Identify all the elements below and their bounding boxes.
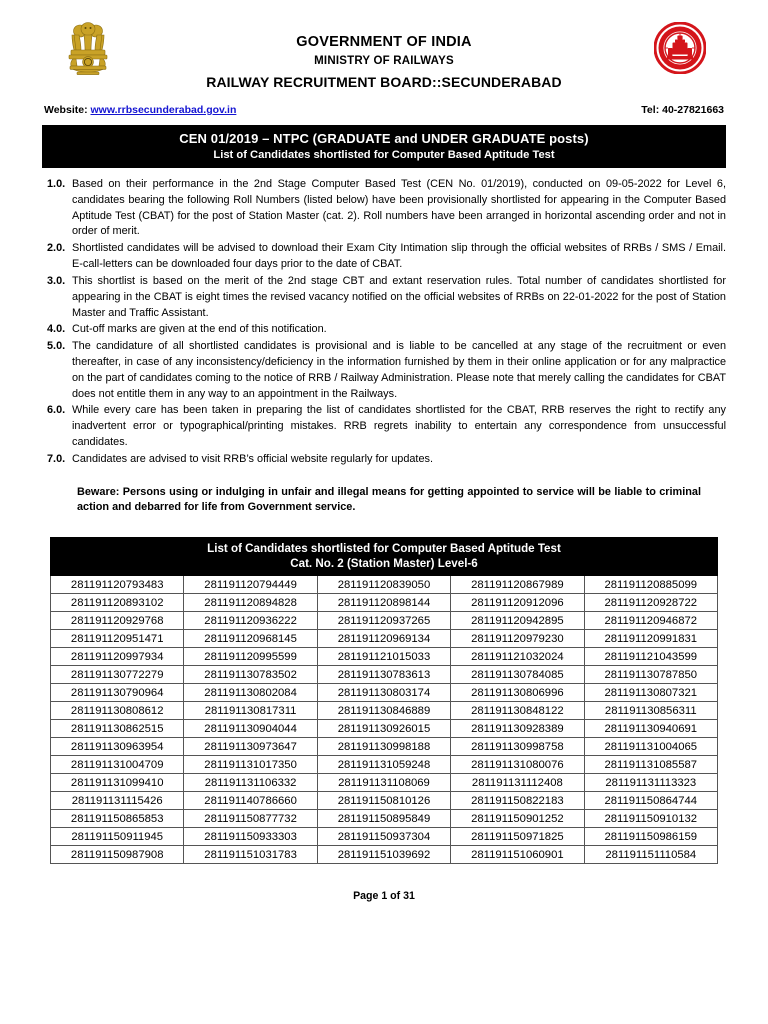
table-row bbox=[51, 720, 718, 738]
roll-number-cell: 281191120839050 bbox=[317, 576, 450, 594]
roll-number-cell: 281191130928389 bbox=[451, 720, 584, 738]
roll-number-cell: 281191150986159 bbox=[584, 828, 717, 846]
clause-item bbox=[42, 177, 726, 240]
roll-number-cell: 281191131106332 bbox=[184, 774, 317, 792]
roll-number-cell: 281191130790964 bbox=[51, 684, 184, 702]
roll-number-cell: 281191151060901 bbox=[451, 846, 584, 864]
clause-item bbox=[42, 452, 726, 468]
roll-number-cell: 281191130963954 bbox=[51, 738, 184, 756]
table-header-cell bbox=[51, 538, 718, 576]
banner-title-line2: List of Candidates shortlisted for Computer Based Aptitude Test bbox=[213, 149, 555, 161]
roll-number-cell: 281191120794449 bbox=[184, 576, 317, 594]
roll-number-cell: 281191120912096 bbox=[451, 594, 584, 612]
clause-text: This shortlist is based on the merit of the 2nd stage CBT and extant reservation rules. Total number of candidates shortlisted for appearing in the CBAT is eight times the revised vacancy notified on the official websites of RRBs on 22-01-2022 for the post of Station Master and Traffic Assistant. bbox=[72, 274, 726, 319]
roll-number-cell: 281191151031783 bbox=[184, 846, 317, 864]
roll-number-cell: 281191140786660 bbox=[184, 792, 317, 810]
roll-number-cell: 281191130803174 bbox=[317, 684, 450, 702]
roll-number-cell: 281191120942895 bbox=[451, 612, 584, 630]
roll-number-cell: 281191120867989 bbox=[451, 576, 584, 594]
roll-number-cell: 281191120979230 bbox=[451, 630, 584, 648]
roll-number-cell: 281191130973647 bbox=[184, 738, 317, 756]
roll-number-cell: 281191130862515 bbox=[51, 720, 184, 738]
roll-number-cell: 281191121032024 bbox=[451, 648, 584, 666]
table-row bbox=[51, 684, 718, 702]
roll-number-cell: 281191120937265 bbox=[317, 612, 450, 630]
table-row bbox=[51, 612, 718, 630]
table-row bbox=[51, 846, 718, 864]
table-row bbox=[51, 774, 718, 792]
roll-number-cell: 281191120898144 bbox=[317, 594, 450, 612]
roll-number-cell: 281191130787850 bbox=[584, 666, 717, 684]
clause-item bbox=[42, 241, 726, 273]
roll-number-cell: 281191120969134 bbox=[317, 630, 450, 648]
roll-number-cell: 281191130784085 bbox=[451, 666, 584, 684]
roll-number-table bbox=[50, 537, 718, 864]
clause-text: The candidature of all shortlisted candidates is provisional and is liable to be cancelled at any stage of the recruitment or even thereafter, in case of any inconsistency/deficiency in the information furnished by them in their online application or for any malpractice on the part of candidates coming to the notice of RRB / Railway Administration. Please note that merely calling the candidates for CBAT does not entitle them in any way to an appointment in the Railways. bbox=[72, 340, 726, 400]
roll-number-cell: 281191130998758 bbox=[451, 738, 584, 756]
clause-text: Based on their performance in the 2nd Stage Computer Based Test (CEN No. 01/2019), conducted on 09-05-2022 for Level 6, candidates bearing the following Roll Numbers (listed below) have been provisionally shortlisted for appearing in the Computer Based Aptitude Test (CBAT) for the post of Station Master (cat. 2). Roll numbers have been arranged in horizontal ascending order and not in order of merit. bbox=[72, 178, 726, 238]
clause-text: Cut-off marks are given at the end of this notification. bbox=[72, 323, 327, 336]
clause-number: 6.0. bbox=[47, 404, 66, 417]
roll-number-cell: 281191130856311 bbox=[584, 702, 717, 720]
clause-text: Shortlisted candidates will be advised to download their Exam City Intimation slip through the official websites of RRBs / SMS / Email. E-call-letters can be downloaded four days prior to the date of CBAT. bbox=[72, 242, 726, 271]
table-row bbox=[51, 666, 718, 684]
roll-number-cell: 281191151039692 bbox=[317, 846, 450, 864]
roll-number-cell: 281191130848122 bbox=[451, 702, 584, 720]
roll-number-cell: 281191150864744 bbox=[584, 792, 717, 810]
roll-number-cell: 281191150810126 bbox=[317, 792, 450, 810]
board-title: RAILWAY RECRUITMENT BOARD::SECUNDERABAD bbox=[206, 74, 562, 90]
roll-number-cell: 281191150937304 bbox=[317, 828, 450, 846]
roll-number-cell: 281191130998188 bbox=[317, 738, 450, 756]
roll-number-cell: 281191130846889 bbox=[317, 702, 450, 720]
roll-number-cell: 281191150901252 bbox=[451, 810, 584, 828]
roll-number-cell: 281191150971825 bbox=[451, 828, 584, 846]
clause-number: 4.0. bbox=[47, 323, 66, 336]
roll-number-cell: 281191120929768 bbox=[51, 612, 184, 630]
roll-number-cell: 281191131115426 bbox=[51, 792, 184, 810]
clause-item bbox=[42, 322, 726, 338]
roll-number-cell: 281191131004065 bbox=[584, 738, 717, 756]
banner-title-line1: CEN 01/2019 – NTPC (GRADUATE and UNDER GRADUATE posts) bbox=[179, 131, 589, 146]
gov-title: GOVERNMENT OF INDIA bbox=[296, 34, 472, 50]
roll-number-cell: 281191130772279 bbox=[51, 666, 184, 684]
roll-number-cell: 281191130940691 bbox=[584, 720, 717, 738]
website-label: Website: bbox=[44, 104, 88, 116]
clause-item bbox=[42, 274, 726, 321]
table-row bbox=[51, 756, 718, 774]
roll-number-cell: 281191121043599 bbox=[584, 648, 717, 666]
clause-text: While every care has been taken in preparing the list of candidates shortlisted for the CBAT, RRB reserves the right to rectify any inadvertent error or typographical/printing mistakes. RRB regrets inability to entertain any correspondence from unsuccessful candidates. bbox=[72, 404, 726, 448]
roll-number-cell: 281191130783613 bbox=[317, 666, 450, 684]
header-contact-row bbox=[42, 104, 726, 116]
roll-number-cell: 281191131112408 bbox=[451, 774, 584, 792]
roll-number-cell: 281191121015033 bbox=[317, 648, 450, 666]
table-row bbox=[51, 828, 718, 846]
table-header-line1: List of Candidates shortlisted for Computer Based Aptitude Test bbox=[207, 542, 561, 556]
roll-number-cell: 281191120893102 bbox=[51, 594, 184, 612]
roll-number-cell: 281191150877732 bbox=[184, 810, 317, 828]
roll-number-cell: 281191150933303 bbox=[184, 828, 317, 846]
roll-number-cell: 281191120991831 bbox=[584, 630, 717, 648]
indian-railways-logo-icon bbox=[654, 22, 706, 74]
roll-number-cell: 281191150822183 bbox=[451, 792, 584, 810]
roll-number-cell: 281191150987908 bbox=[51, 846, 184, 864]
website-line bbox=[44, 104, 236, 116]
header-titles bbox=[134, 18, 634, 90]
ministry-title: MINISTRY OF RAILWAYS bbox=[314, 55, 454, 67]
railway-logo-container bbox=[634, 18, 726, 74]
roll-number-cell: 281191131113323 bbox=[584, 774, 717, 792]
national-emblem-india-icon bbox=[65, 22, 111, 80]
table-row bbox=[51, 810, 718, 828]
roll-number-cell: 281191130783502 bbox=[184, 666, 317, 684]
roll-number-cell: 281191120936222 bbox=[184, 612, 317, 630]
national-emblem-container bbox=[42, 18, 134, 80]
clause-item bbox=[42, 339, 726, 402]
clause-number: 1.0. bbox=[47, 178, 66, 190]
roll-number-cell: 281191130926015 bbox=[317, 720, 450, 738]
roll-number-cell: 281191120995599 bbox=[184, 648, 317, 666]
clause-list bbox=[42, 177, 726, 468]
roll-number-cell: 281191131099410 bbox=[51, 774, 184, 792]
roll-number-cell: 281191130807321 bbox=[584, 684, 717, 702]
roll-number-cell: 281191131004709 bbox=[51, 756, 184, 774]
roll-number-cell: 281191131108069 bbox=[317, 774, 450, 792]
document-header bbox=[42, 18, 726, 102]
page-footer: Page 1 of 31 bbox=[353, 890, 415, 903]
roll-number-cell: 281191131059248 bbox=[317, 756, 450, 774]
table-row bbox=[51, 738, 718, 756]
table-row bbox=[51, 630, 718, 648]
roll-number-cell: 281191151110584 bbox=[584, 846, 717, 864]
roll-number-cell: 281191131017350 bbox=[184, 756, 317, 774]
table-row bbox=[51, 594, 718, 612]
roll-number-cell: 281191150910132 bbox=[584, 810, 717, 828]
beware-note: Beware: Persons using or indulging in unfair and illegal means for getting appointed to service will be liable to criminal action and debarred for life from Government service. bbox=[77, 485, 701, 514]
roll-number-cell: 281191120951471 bbox=[51, 630, 184, 648]
clause-item bbox=[42, 403, 726, 450]
roll-number-cell: 281191130806996 bbox=[451, 684, 584, 702]
roll-number-cell: 281191120946872 bbox=[584, 612, 717, 630]
roll-number-cell: 281191150895849 bbox=[317, 810, 450, 828]
clause-number: 5.0. bbox=[47, 340, 66, 353]
table-row bbox=[51, 702, 718, 720]
roll-number-cell: 281191130802084 bbox=[184, 684, 317, 702]
clause-number: 7.0. bbox=[47, 452, 66, 465]
clause-number: 2.0. bbox=[47, 242, 66, 255]
roll-number-cell: 281191120968145 bbox=[184, 630, 317, 648]
notice-banner bbox=[42, 125, 726, 168]
roll-number-cell: 281191120928722 bbox=[584, 594, 717, 612]
roll-number-cell: 281191150865853 bbox=[51, 810, 184, 828]
roll-number-table-container bbox=[50, 537, 718, 864]
table-row bbox=[51, 792, 718, 810]
website-link[interactable]: www.rrbsecunderabad.gov.in bbox=[90, 104, 237, 116]
roll-number-cell: 281191120894828 bbox=[184, 594, 317, 612]
table-header-line2: Cat. No. 2 (Station Master) Level-6 bbox=[290, 557, 478, 571]
roll-number-cell: 281191130817311 bbox=[184, 702, 317, 720]
roll-number-cell: 281191131085587 bbox=[584, 756, 717, 774]
roll-number-cell: 281191120885099 bbox=[584, 576, 717, 594]
roll-number-cell: 281191130904044 bbox=[184, 720, 317, 738]
table-header-row bbox=[51, 538, 718, 576]
roll-number-cell: 281191120997934 bbox=[51, 648, 184, 666]
clause-text: Candidates are advised to visit RRB’s official website regularly for updates. bbox=[72, 452, 433, 465]
roll-number-cell: 281191131080076 bbox=[451, 756, 584, 774]
telephone-text: Tel: 40-27821663 bbox=[641, 104, 724, 116]
clause-number: 3.0. bbox=[47, 274, 66, 287]
roll-number-table-body bbox=[51, 538, 718, 864]
table-row bbox=[51, 648, 718, 666]
roll-number-cell: 281191130808612 bbox=[51, 702, 184, 720]
table-row bbox=[51, 576, 718, 594]
roll-number-cell: 281191150911945 bbox=[51, 828, 184, 846]
roll-number-cell: 281191120793483 bbox=[51, 576, 184, 594]
